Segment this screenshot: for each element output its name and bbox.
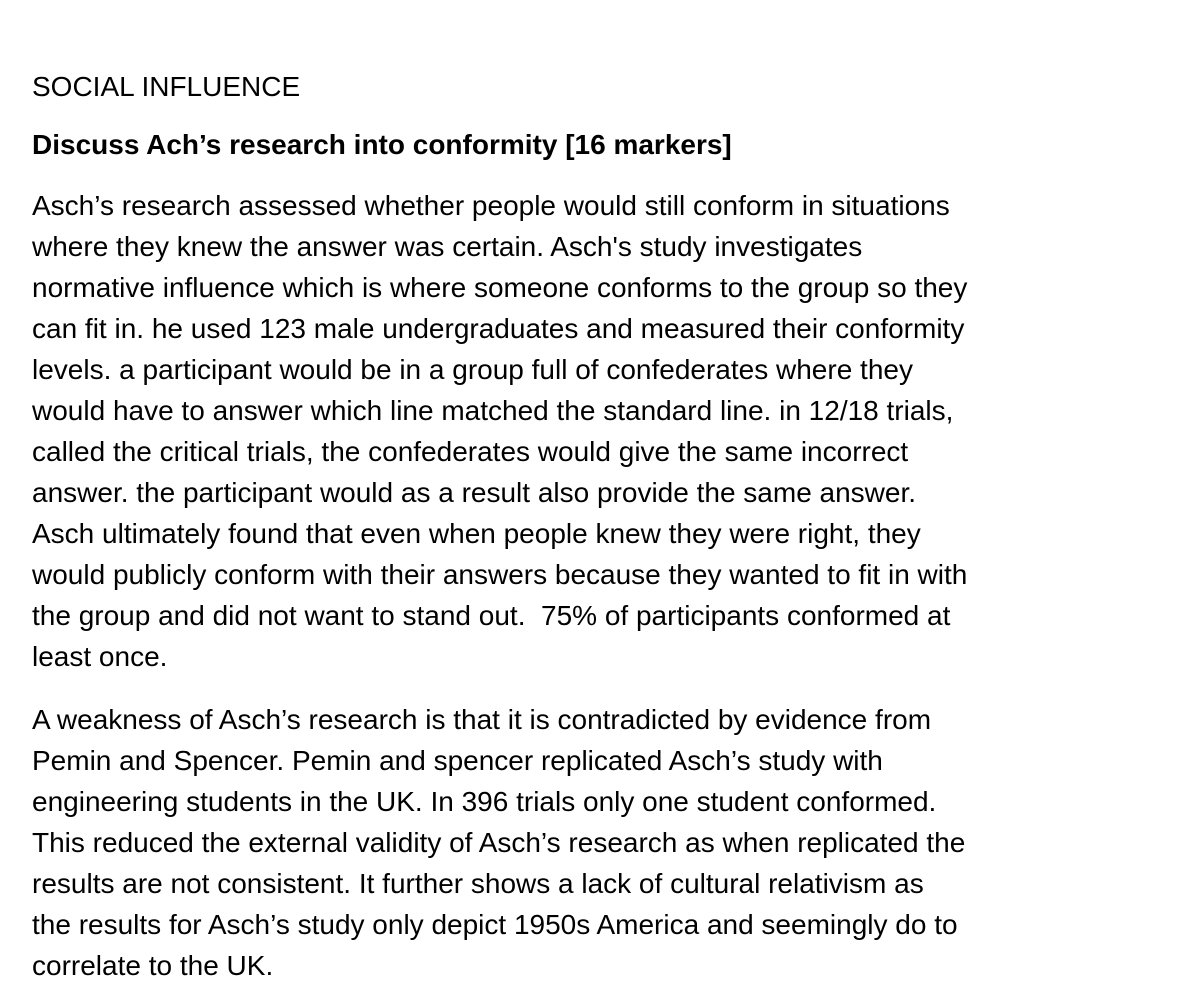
paragraph-line: correlate to the UK. [32, 950, 274, 981]
paragraph-line: engineering students in the UK. In 396 trials only one student conformed. [32, 786, 937, 817]
paragraph-line: results are not consistent. It further shows a lack of cultural relativism as [32, 868, 924, 899]
paragraph-line: where they knew the answer was certain. Asch's study investigates [32, 231, 863, 262]
paragraph-line: the results for Asch’s study only depict 1950s America and seemingly do to [32, 909, 958, 940]
paragraph-weakness [32, 699, 1072, 986]
paragraph-line: the group and did not want to stand out. 75% of participants conformed at [32, 600, 951, 631]
paragraph-asch-research [32, 185, 1072, 677]
paragraph-line: least once. [32, 641, 168, 672]
paragraph-line: levels. a participant would be in a group full of confederates where they [32, 354, 913, 385]
paragraph-line: normative influence which is where someone conforms to the group so they [32, 272, 968, 303]
paragraph-line: Asch’s research assessed whether people would still conform in situations [32, 190, 950, 221]
paragraph-line: answer. the participant would as a result also provide the same answer. [32, 477, 917, 508]
question-title: Discuss Ach’s research into conformity [16 markers] [32, 129, 732, 160]
paragraph-line: Pemin and Spencer. Pemin and spencer replicated Asch’s study with [32, 745, 883, 776]
paragraph-line: called the critical trials, the confederates would give the same incorrect [32, 436, 909, 467]
paragraph-line: A weakness of Asch’s research is that it is contradicted by evidence from [32, 704, 932, 735]
section-heading: SOCIAL INFLUENCE [32, 71, 301, 102]
paragraph-line: Asch ultimately found that even when people knew they were right, they [32, 518, 921, 549]
paragraph-line: can fit in. he used 123 male undergraduates and measured their conformity [32, 313, 965, 344]
paragraph-line: This reduced the external validity of Asch’s research as when replicated the [32, 827, 966, 858]
paragraph-line: would publicly conform with their answers because they wanted to fit in with [32, 559, 968, 590]
paragraph-line: would have to answer which line matched the standard line. in 12/18 trials, [32, 395, 954, 426]
document-body [32, 69, 1072, 986]
